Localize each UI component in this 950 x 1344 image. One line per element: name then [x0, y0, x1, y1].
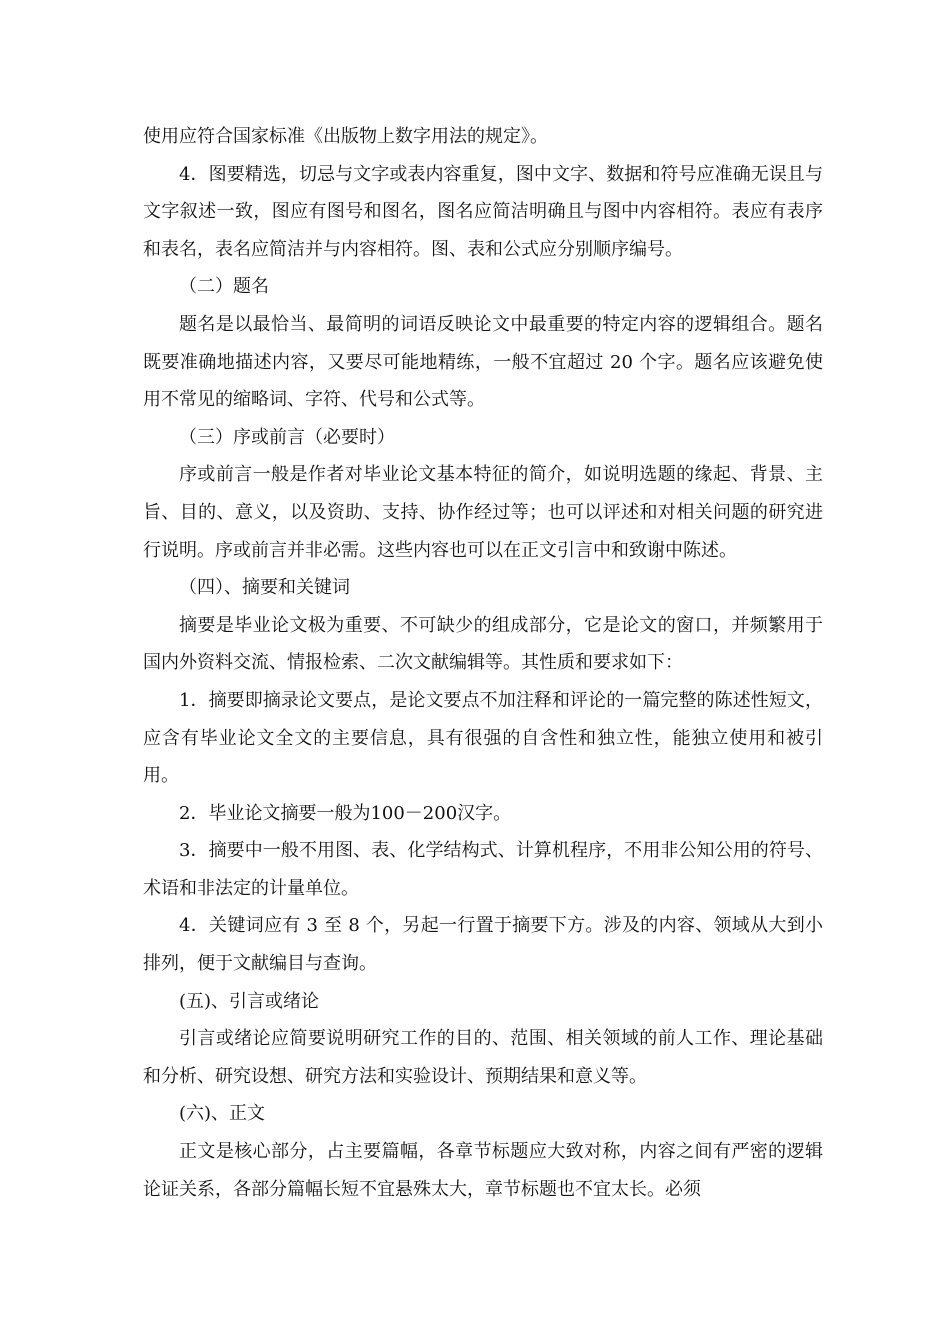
section-heading-introduction: (五)、引言或绪论 — [179, 990, 320, 1012]
section-heading-abstract: （四）、摘要和关键词 — [179, 577, 350, 599]
list-item-abstract-1: 1．摘要即摘录论文要点，是论文要点不加注释和评论的一篇完整的陈述性短文，应含有毕业论文全文的主要信息，具有很强的自含性和独立性，能独立使用和被引用。 — [143, 689, 823, 787]
paragraph-main-text: 正文是核心部分，占主要篇幅，各章节标题应大致对称，内容之间有严密的逻辑论证关系，各部分篇幅长短不宜悬殊太大，章节标题也不宜太长。必须 — [143, 1141, 823, 1200]
list-item-abstract-2: 2．毕业论文摘要一般为100－200汉字。 — [179, 802, 512, 824]
list-item-abstract-3: 3．摘要中一般不用图、表、化学结构式、计算机程序，不用非公知公用的符号、术语和非法定的计量单位。 — [143, 840, 823, 899]
paragraph-introduction: 引言或绪论应简要说明研究工作的目的、范围、相关领域的前人工作、理论基础和分析、研究设想、研究方法和实验设计、预期结果和意义等。 — [143, 1028, 823, 1087]
paragraph-figure-rules: 4．图要精选，切忌与文字或表内容重复，图中文字、数据和符号应准确无误且与文字叙述一致，图应有图号和图名，图名应简洁明确且与图中内容相符。表应有表序和表名，表名应简洁并与内容相符。图、表和公式应分别顺序编号。 — [143, 163, 823, 260]
section-heading-preface: （三）序或前言（必要时） — [179, 426, 395, 448]
paragraph-preface: 序或前言一般是作者对毕业论文基本特征的简介，如说明选题的缘起、背景、主旨、目的、意义，以及资助、支持、协作经过等；也可以评述和对相关问题的研究进行说明。序或前言并非必需。这些内容也可以在正文引言中和致谢中陈述。 — [143, 464, 823, 561]
paragraph-continuation: 使用应符合国家标准《出版物上数字用法的规定》。 — [143, 126, 548, 147]
document-body — [143, 118, 823, 1208]
list-item-keywords: 4．关键词应有 3 至 8 个，另起一行置于摘要下方。涉及的内容、领域从大到小排列，便于文献编目与查询。 — [143, 915, 823, 975]
paragraph-title-rules: 题名是以最恰当、最简明的词语反映论文中最重要的特定内容的逻辑组合。题名既要准确地描述内容，又要尽可能地精练，一般不宜超过 20 个字。题名应该避免使用不常见的缩略词、字符、代号和公式等。 — [143, 313, 823, 411]
section-heading-main-text: (六)、正文 — [179, 1103, 266, 1125]
paragraph-abstract-intro: 摘要是毕业论文极为重要、不可缺少的组成部分，它是论文的窗口，并频繁用于国内外资料交流、情报检索、二次文献编辑等。其性质和要求如下： — [143, 614, 823, 674]
section-heading-title: （二）题名 — [179, 276, 269, 298]
